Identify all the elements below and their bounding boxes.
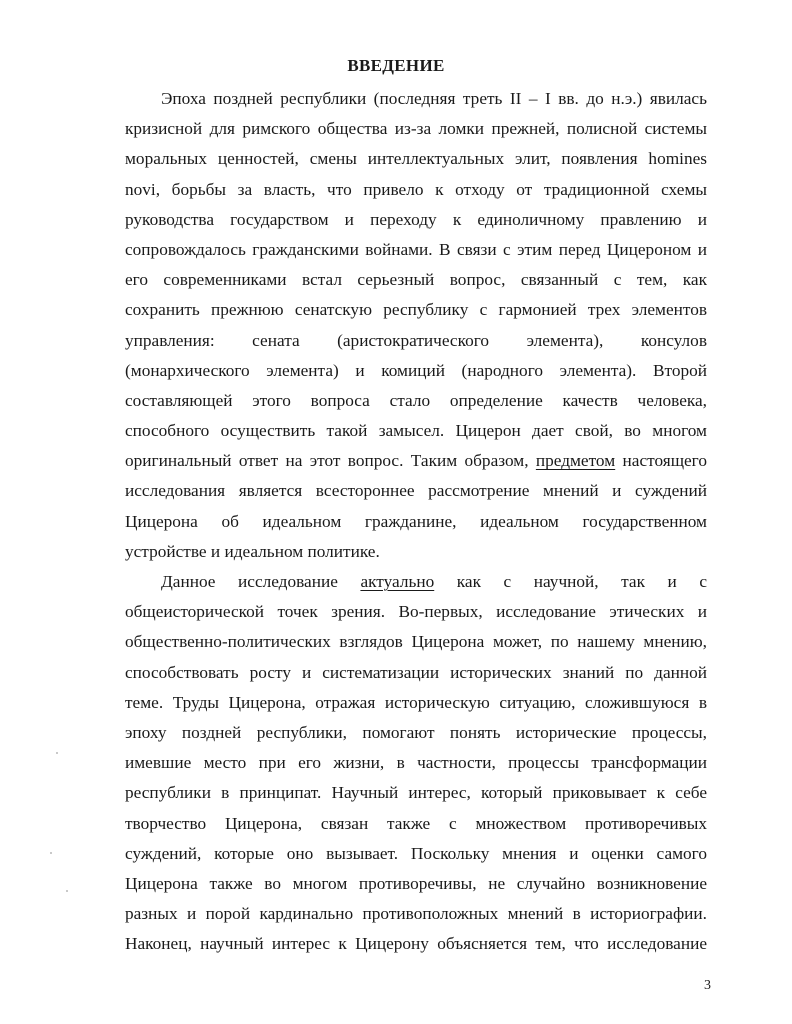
page-number: 3 <box>704 978 711 993</box>
page-title: ВВЕДЕНИЕ <box>347 56 445 75</box>
text-line: (монархического элемента) и комиций (народного элемента). Второй <box>125 360 707 380</box>
text-line: суждений, которые оно вызывает. Поскольку мнения и оценки самого <box>125 843 707 863</box>
text-line: имевшие место при его жизни, в частности, процессы трансформации <box>125 753 707 773</box>
text-line: составляющей этого вопроса стало определение качеств человека, <box>125 390 707 410</box>
underlined-term-subject: предметом <box>535 451 616 471</box>
paragraph-2 <box>125 567 707 959</box>
text-line: сохранить прежнюю сенатскую республику с гармонией трех элементов <box>125 300 707 320</box>
text-line: кризисной для римского общества из-за ломки прежней, полисной системы <box>125 119 707 139</box>
text-fragment: как с научной, так и с <box>434 572 707 591</box>
text-line: общественно-политических взглядов Цицерона может, по нашему мнению, <box>125 632 707 652</box>
text-line: теме. Труды Цицерона, отражая историческую ситуацию, сложившуюся в <box>125 692 707 712</box>
text-line: Эпоха поздней республики (последняя треть II – I вв. до н.э.) явилась <box>161 89 707 108</box>
paragraph-1 <box>125 84 707 567</box>
body-text <box>125 84 707 959</box>
scan-speck <box>56 752 58 754</box>
text-line: эпоху поздней республики, помогают понять исторические процессы, <box>125 722 707 742</box>
text-fragment: Данное исследование <box>161 572 361 591</box>
underlined-term-relevance: актуально <box>360 572 435 591</box>
text-line: способного осуществить такой замысел. Цицерон дает свой, во многом <box>125 421 707 441</box>
text-line: устройстве и идеальном политике. <box>125 541 380 561</box>
text-line: республики в принципат. Научный интерес, который приковывает к себе <box>125 783 707 803</box>
text-line: сопровождалось гражданскими войнами. В связи с этим перед Цицероном и <box>125 239 707 259</box>
text-line: способствовать росту и систематизации исторических знаний по данной <box>125 662 707 682</box>
scan-speck <box>50 852 52 854</box>
scan-speck <box>66 890 68 892</box>
text-line: моральных ценностей, смены интеллектуальных элит, появления homines <box>125 149 707 169</box>
text-line: разных и порой кардинально противоположных мнений в историографии. <box>125 904 707 924</box>
text-line: novi, борьбы за власть, что привело к отходу от традиционной схемы <box>125 179 707 199</box>
text-line <box>125 446 707 476</box>
text-line: Наконец, научный интерес к Цицерону объясняется тем, что исследование <box>125 934 707 954</box>
text-line <box>125 567 707 597</box>
text-line: общеисторической точек зрения. Во-первых, исследование этических и <box>125 602 707 622</box>
text-fragment: настоящего <box>615 451 707 471</box>
text-line: исследования является всестороннее рассмотрение мнений и суждений <box>125 481 707 501</box>
text-line: руководства государством и переходу к единоличному правлению и <box>125 209 707 229</box>
text-line: творчество Цицерона, связан также с множеством противоречивых <box>125 813 707 833</box>
text-line: его современниками встал серьезный вопрос, связанный с тем, как <box>125 270 707 290</box>
text-fragment: оригинальный ответ на этот вопрос. Таким образом, <box>125 451 536 471</box>
text-line: управления: сената (аристократического элемента), консулов <box>125 330 707 350</box>
text-line: Цицерона об идеальном гражданине, идеальном государственном <box>125 511 707 531</box>
text-line: Цицерона также во многом противоречивы, не случайно возникновение <box>125 873 707 893</box>
